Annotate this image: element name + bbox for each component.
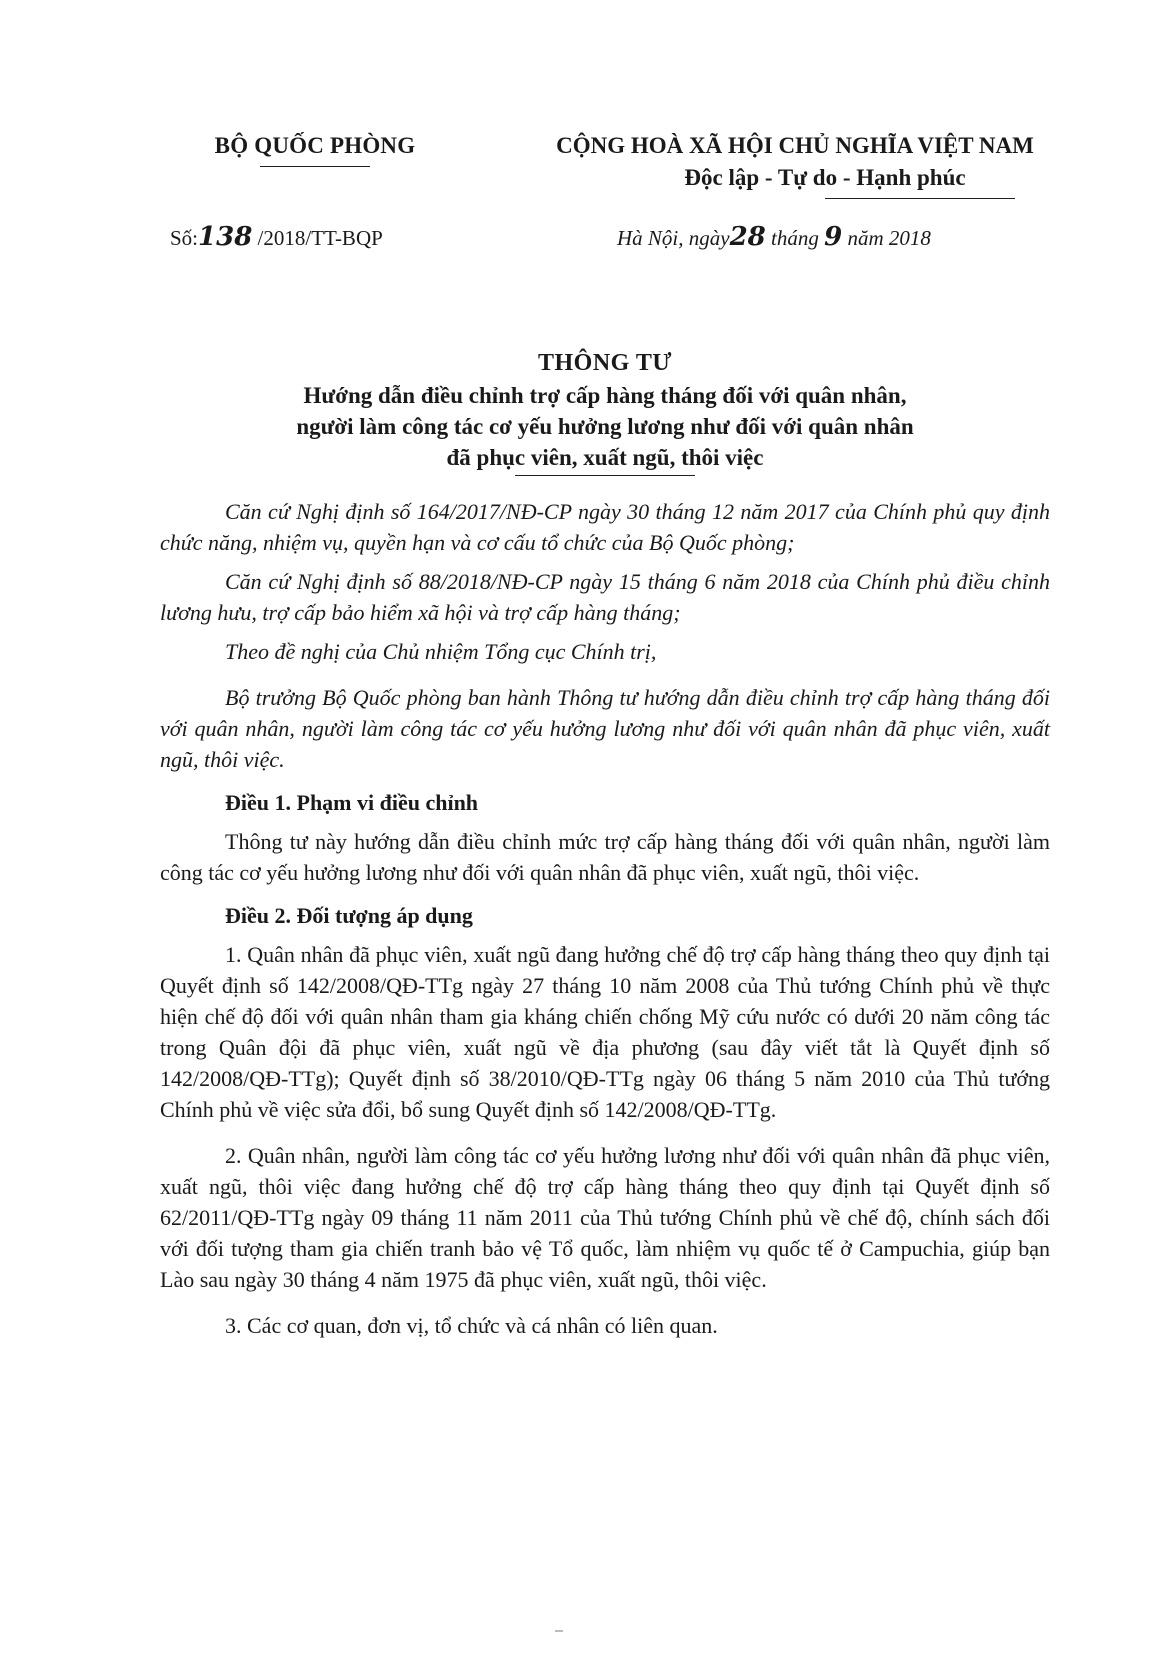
article-2-item-1: 1. Quân nhân đã phục viên, xuất ngũ đang hưởng chế độ trợ cấp hàng tháng theo quy định tại Quyết định số 142/2008/QĐ-TTg ngày 27 tháng 10 năm 2008 của Thủ tướng Chính phủ về thực hiện chế độ đối với quân nhân tham gia kháng chiến chống Mỹ cứu nước có dưới 20 năm công tác trong Quân đội đã phục viên, xuất ngũ về địa phương (sau đây viết tắt là Quyết định số 142/2008/QĐ-TTg); Quyết định số 38/2010/QĐ-TTg ngày 06 tháng 5 năm 2010 của Thủ tướng Chính phủ về việc sửa đổi, bổ sung Quyết định số 142/2008/QĐ-TTg. (160, 942, 1050, 1122)
number-prefix: Số: (170, 226, 199, 250)
national-header (510, 130, 1080, 199)
proposal-line: Theo đề nghị của Chủ nhiệm Tổng cục Chính trị, (225, 639, 657, 664)
document-number (170, 222, 383, 252)
article-1-text: Thông tư này hướng dẫn điều chỉnh mức trợ cấp hàng tháng đối với quân nhân, người làm công tác cơ yếu hưởng lương như đối với quân nhân đã phục viên, xuất ngũ, thôi việc. (160, 829, 1050, 885)
date-prefix: Hà Nội, ngày (617, 226, 730, 250)
doc-type: THÔNG TƯ (537, 350, 673, 376)
article-2-item-2: 2. Quân nhân, người làm công tác cơ yếu hưởng lương như đối với quân nhân đã phục viên, xuất ngũ, thôi việc đang hưởng chế độ trợ cấp hàng tháng theo quy định tại Quyết định số 62/2011/QĐ-TTg ngày 09 tháng 11 năm 2011 của Thủ tướng Chính phủ về chế độ, chính sách đối với đối tượng tham gia chiến tranh bảo vệ Tổ quốc, làm nhiệm vụ quốc tế ở Campuchia, giúp bạn Lào sau ngày 30 tháng 4 năm 1975 đã phục viên, xuất ngũ, thôi việc. (160, 1143, 1050, 1292)
document-title (200, 346, 1010, 476)
title-line-3: đã phục viên, xuất ngũ, thôi việc (446, 445, 764, 470)
issuer-block (160, 130, 470, 167)
title-line-1: Hướng dẫn điều chỉnh trợ cấp hàng tháng đối với quân nhân, (303, 383, 907, 408)
issuer-underline (260, 166, 370, 167)
article-2-heading: Điều 2. Đối tượng áp dụng (225, 903, 473, 928)
date-suffix: năm 2018 (842, 226, 931, 250)
number-handwritten: 138 (198, 222, 253, 252)
title-line-2: người làm công tác cơ yếu hưởng lương như đối với quân nhân (296, 414, 914, 439)
nation-name: CỘNG HOÀ XÃ HỘI CHỦ NGHĨA VIỆT NAM (556, 133, 1034, 158)
legal-basis-1: Căn cứ Nghị định số 164/2017/NĐ-CP ngày 30 tháng 12 năm 2017 của Chính phủ quy định chức năng, nhiệm vụ, quyền hạn và cơ cấu tổ chức của Bộ Quốc phòng; (160, 499, 1050, 555)
document-body (160, 496, 1050, 1341)
issuance-statement: Bộ trưởng Bộ Quốc phòng ban hành Thông tư hướng dẫn điều chỉnh trợ cấp hàng tháng đối với quân nhân, người làm công tác cơ yếu hưởng lương như đối với quân nhân đã phục viên, xuất ngũ, thôi việc. (160, 685, 1050, 772)
number-suffix: /2018/TT-BQP (252, 226, 383, 250)
article-1-heading: Điều 1. Phạm vi điều chỉnh (225, 790, 479, 815)
page-footer-mark (555, 1630, 563, 1632)
issuer-name: BỘ QUỐC PHÒNG (214, 133, 416, 158)
article-2-item-3: 3. Các cơ quan, đơn vị, tổ chức và cá nhân có liên quan. (225, 1313, 718, 1338)
motto-underline (825, 198, 1015, 199)
date-mid: tháng (765, 226, 825, 250)
date-month: 9 (824, 222, 843, 252)
national-motto: Độc lập - Tự do - Hạnh phúc (684, 165, 966, 190)
document-date (617, 222, 931, 252)
legal-basis-2: Căn cứ Nghị định số 88/2018/NĐ-CP ngày 15 tháng 6 năm 2018 của Chính phủ điều chỉnh lương hưu, trợ cấp bảo hiểm xã hội và trợ cấp hàng tháng; (160, 569, 1050, 625)
title-underline (515, 475, 695, 476)
date-day: 28 (729, 222, 766, 252)
